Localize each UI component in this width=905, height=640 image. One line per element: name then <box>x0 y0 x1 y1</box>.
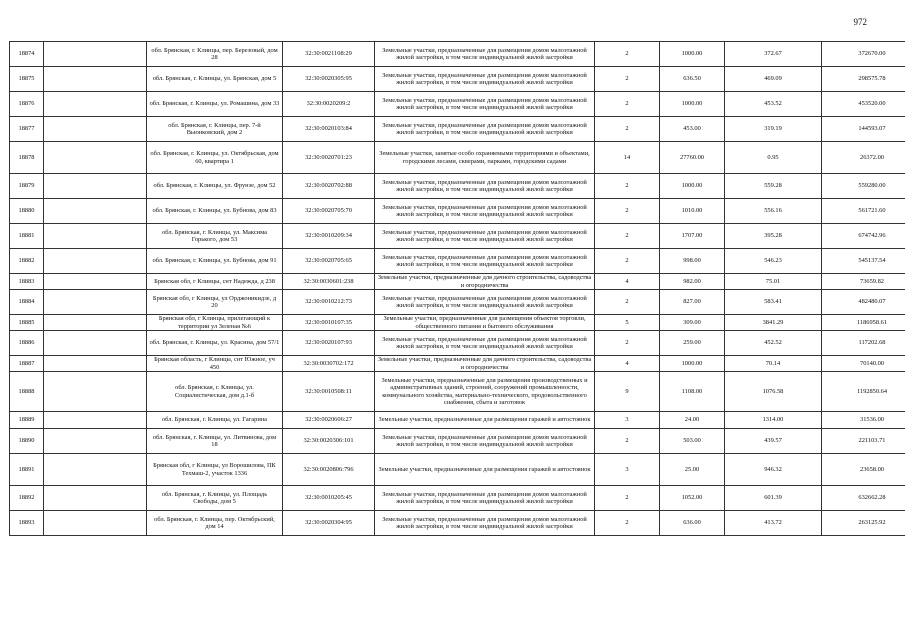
table-body <box>10 42 905 536</box>
cadastral-value-cell: 674742.96 <box>822 224 905 249</box>
empty-cell <box>44 290 147 315</box>
empty-cell <box>44 454 147 486</box>
area-cell: 1000.00 <box>660 356 725 372</box>
use-group-cell: 4 <box>595 274 660 290</box>
table-row <box>10 142 905 174</box>
row-number-cell: 18880 <box>10 199 44 224</box>
row-number-cell: 18878 <box>10 142 44 174</box>
row-number-cell: 18889 <box>10 412 44 429</box>
address-cell: обл. Брянская, г. Клинцы, ул. Красина, дом 57/1 <box>147 331 283 356</box>
land-use-cell: Земельные участки, предназначенные для размещения домов малоэтажной жилой застройки, в том числе индивидуальной жилой застройки <box>375 486 595 511</box>
unit-value-cell: 372.67 <box>725 42 822 67</box>
land-use-cell: Земельные участки, предназначенные для размещения домов малоэтажной жилой застройки, в том числе индивидуальной жилой застройки <box>375 67 595 92</box>
cadastral-value-cell: 632662.28 <box>822 486 905 511</box>
cadastral-number-cell: 32:30:0020806:796 <box>283 454 375 486</box>
empty-cell <box>44 117 147 142</box>
address-cell: Брянская обл, г Клинцы, ул Орджоникидзе, д 20 <box>147 290 283 315</box>
area-cell: 453.00 <box>660 117 725 142</box>
row-number-cell: 18886 <box>10 331 44 356</box>
empty-cell <box>44 199 147 224</box>
row-number-cell: 18890 <box>10 429 44 454</box>
address-cell: обл. Брянская, г. Клинцы, пер. Березовый, дом 28 <box>147 42 283 67</box>
address-cell: обл. Брянская, г. Клинцы, ул. Брянская, дом 5 <box>147 67 283 92</box>
row-number-cell: 18887 <box>10 356 44 372</box>
cadastral-value-cell: 561721.60 <box>822 199 905 224</box>
area-cell: 1000.00 <box>660 92 725 117</box>
row-number-cell: 18877 <box>10 117 44 142</box>
empty-cell <box>44 142 147 174</box>
row-number-cell: 18874 <box>10 42 44 67</box>
cadastral-value-cell: 221103.71 <box>822 429 905 454</box>
land-use-cell: Земельные участки, предназначенные для размещения домов малоэтажной жилой застройки, в том числе индивидуальной жилой застройки <box>375 249 595 274</box>
row-number-cell: 18891 <box>10 454 44 486</box>
cadastral-number-cell: 32:30:0010508:11 <box>283 372 375 412</box>
cadastral-number-cell: 32:30:0020304:95 <box>283 511 375 536</box>
area-cell: 982.00 <box>660 274 725 290</box>
unit-value-cell: 0.95 <box>725 142 822 174</box>
cadastral-value-cell: 453520.00 <box>822 92 905 117</box>
table-row <box>10 249 905 274</box>
table-row <box>10 174 905 199</box>
table-row <box>10 315 905 331</box>
table-row <box>10 92 905 117</box>
table-row <box>10 454 905 486</box>
unit-value-cell: 1076.58 <box>725 372 822 412</box>
area-cell: 827.00 <box>660 290 725 315</box>
row-number-cell: 18876 <box>10 92 44 117</box>
cadastral-value-cell: 298575.78 <box>822 67 905 92</box>
table-row <box>10 372 905 412</box>
use-group-cell: 2 <box>595 331 660 356</box>
cadastral-number-cell: 32:30:0020103:84 <box>283 117 375 142</box>
area-cell: 1010.00 <box>660 199 725 224</box>
address-cell: обл. Брянская, г. Клинцы, пер. 7-й Вьюнковский, дом 2 <box>147 117 283 142</box>
empty-cell <box>44 274 147 290</box>
cadastral-number-cell: 32:30:0020705:65 <box>283 249 375 274</box>
area-cell: 27760.00 <box>660 142 725 174</box>
cadastral-value-cell: 144593.07 <box>822 117 905 142</box>
row-number-cell: 18881 <box>10 224 44 249</box>
use-group-cell: 14 <box>595 142 660 174</box>
land-use-cell: Земельные участки, предназначенные для дачного строительства, садоводства и огородничества <box>375 356 595 372</box>
cadastral-number-cell: 32:30:0020702:88 <box>283 174 375 199</box>
cadastral-value-cell: 73659.82 <box>822 274 905 290</box>
unit-value-cell: 559.28 <box>725 174 822 199</box>
empty-cell <box>44 174 147 199</box>
unit-value-cell: 453.52 <box>725 92 822 117</box>
table-row <box>10 224 905 249</box>
address-cell: Брянская область, г Клинцы, снт Южное, уч 450 <box>147 356 283 372</box>
cadastral-number-cell: 32:30:0010205:45 <box>283 486 375 511</box>
row-number-cell: 18884 <box>10 290 44 315</box>
address-cell: обл. Брянская, г. Клинцы, ул. Социалистическая, дом д.1-б <box>147 372 283 412</box>
area-cell: 636.00 <box>660 511 725 536</box>
unit-value-cell: 395.28 <box>725 224 822 249</box>
land-use-cell: Земельные участки, предназначенные для дачного строительства, садоводства и огородничества <box>375 274 595 290</box>
table-row <box>10 356 905 372</box>
unit-value-cell: 75.01 <box>725 274 822 290</box>
land-use-cell: Земельные участки, предназначенные для размещения домов малоэтажной жилой застройки, в том числе индивидуальной жилой застройки <box>375 174 595 199</box>
use-group-cell: 3 <box>595 412 660 429</box>
land-use-cell: Земельные участки, предназначенные для размещения домов малоэтажной жилой застройки, в том числе индивидуальной жилой застройки <box>375 224 595 249</box>
address-cell: обл. Брянская, г. Клинцы, ул. Площадь Свободы, дом 5 <box>147 486 283 511</box>
use-group-cell: 2 <box>595 429 660 454</box>
table-row <box>10 67 905 92</box>
row-number-cell: 18885 <box>10 315 44 331</box>
cadastral-number-cell: 32:30:0010212:73 <box>283 290 375 315</box>
address-cell: Брянская обл, г Клинцы, прилегающий к территории ул Зеленая №6 <box>147 315 283 331</box>
area-cell: 636.50 <box>660 67 725 92</box>
area-cell: 998.00 <box>660 249 725 274</box>
row-number-cell: 18883 <box>10 274 44 290</box>
cadastral-value-cell: 482480.07 <box>822 290 905 315</box>
land-use-cell: Земельные участки, предназначенные для размещения гаражей и автостоянок <box>375 454 595 486</box>
table-row <box>10 117 905 142</box>
empty-cell <box>44 315 147 331</box>
use-group-cell: 2 <box>595 224 660 249</box>
address-cell: обл. Брянская, г. Клинцы, ул. Бубнова, дом 91 <box>147 249 283 274</box>
unit-value-cell: 601.39 <box>725 486 822 511</box>
address-cell: Брянская обл, г Клинцы, снт Надежда, д 238 <box>147 274 283 290</box>
land-use-cell: Земельные участки, предназначенные для размещения домов малоэтажной жилой застройки, в том числе индивидуальной жилой застройки <box>375 199 595 224</box>
cadastral-value-cell: 23658.00 <box>822 454 905 486</box>
address-cell: обл. Брянская, г. Клинцы, ул. Литвинова, дом 18 <box>147 429 283 454</box>
cadastral-value-cell: 545137.54 <box>822 249 905 274</box>
table-row <box>10 331 905 356</box>
use-group-cell: 2 <box>595 92 660 117</box>
cadastral-number-cell: 32:30:0021108:29 <box>283 42 375 67</box>
area-cell: 1108.00 <box>660 372 725 412</box>
cadastral-number-cell: 32:30:0020701:23 <box>283 142 375 174</box>
area-cell: 1000.00 <box>660 174 725 199</box>
land-use-cell: Земельные участки, предназначенные для размещения домов малоэтажной жилой застройки, в том числе индивидуальной жилой застройки <box>375 117 595 142</box>
empty-cell <box>44 486 147 511</box>
land-use-cell: Земельные участки, предназначенные для размещения домов малоэтажной жилой застройки, в том числе индивидуальной жилой застройки <box>375 290 595 315</box>
use-group-cell: 3 <box>595 454 660 486</box>
cadastral-number-cell: 32:30:0030702:172 <box>283 356 375 372</box>
land-use-cell: Земельные участки, занятые особо охраняемыми территориями и объектами, городскими лесами, скверами, парками, городскими садами <box>375 142 595 174</box>
table-row <box>10 199 905 224</box>
use-group-cell: 2 <box>595 42 660 67</box>
table-row <box>10 274 905 290</box>
cadastral-value-cell: 1186958.61 <box>822 315 905 331</box>
address-cell: обл. Брянская, г. Клинцы, ул. Фрунзе, дом 52 <box>147 174 283 199</box>
cadastral-number-cell: 32:30:0020107:93 <box>283 331 375 356</box>
area-cell: 309.00 <box>660 315 725 331</box>
cadastral-value-cell: 372670.00 <box>822 42 905 67</box>
row-number-cell: 18888 <box>10 372 44 412</box>
land-use-cell: Земельные участки, предназначенные для размещения производственных и административных зданий, строений, сооружений промышленности, коммунального хозяйства, материально-технического, продовольственного снабжения, сбыта и заготовок <box>375 372 595 412</box>
land-use-cell: Земельные участки, предназначенные для размещения домов малоэтажной жилой застройки, в том числе индивидуальной жилой застройки <box>375 42 595 67</box>
area-cell: 1052.00 <box>660 486 725 511</box>
area-cell: 1000.00 <box>660 42 725 67</box>
use-group-cell: 2 <box>595 199 660 224</box>
cadastral-value-cell: 26372.00 <box>822 142 905 174</box>
unit-value-cell: 1314.00 <box>725 412 822 429</box>
row-number-cell: 18882 <box>10 249 44 274</box>
use-group-cell: 2 <box>595 67 660 92</box>
empty-cell <box>44 249 147 274</box>
cadastral-value-cell: 117202.68 <box>822 331 905 356</box>
unit-value-cell: 319.19 <box>725 117 822 142</box>
cadastral-value-cell: 1192850.64 <box>822 372 905 412</box>
unit-value-cell: 556.16 <box>725 199 822 224</box>
use-group-cell: 2 <box>595 486 660 511</box>
empty-cell <box>44 372 147 412</box>
unit-value-cell: 583.41 <box>725 290 822 315</box>
unit-value-cell: 946.32 <box>725 454 822 486</box>
row-number-cell: 18893 <box>10 511 44 536</box>
unit-value-cell: 452.52 <box>725 331 822 356</box>
use-group-cell: 4 <box>595 356 660 372</box>
use-group-cell: 5 <box>595 315 660 331</box>
unit-value-cell: 3841.29 <box>725 315 822 331</box>
empty-cell <box>44 412 147 429</box>
cadastral-number-cell: 32:30:0020705:70 <box>283 199 375 224</box>
cadastral-number-cell: 32:30:0020606:27 <box>283 412 375 429</box>
use-group-cell: 2 <box>595 117 660 142</box>
land-registry-table <box>9 41 905 536</box>
unit-value-cell: 413.72 <box>725 511 822 536</box>
table-row <box>10 290 905 315</box>
address-cell: обл. Брянская, г. Клинцы, ул. Октябрьская, дом 60, квартира 1 <box>147 142 283 174</box>
land-use-cell: Земельные участки, предназначенные для размещения домов малоэтажной жилой застройки, в том числе индивидуальной жилой застройки <box>375 429 595 454</box>
unit-value-cell: 469.09 <box>725 67 822 92</box>
address-cell: обл. Брянская, г. Клинцы, пер. Октябрьский, дом 14 <box>147 511 283 536</box>
row-number-cell: 18875 <box>10 67 44 92</box>
cadastral-value-cell: 263125.92 <box>822 511 905 536</box>
cadastral-number-cell: 32:30:0010209:34 <box>283 224 375 249</box>
use-group-cell: 2 <box>595 249 660 274</box>
table-row <box>10 511 905 536</box>
empty-cell <box>44 67 147 92</box>
land-use-cell: Земельные участки, предназначенные для размещения домов малоэтажной жилой застройки, в том числе индивидуальной жилой застройки <box>375 92 595 117</box>
empty-cell <box>44 356 147 372</box>
table-row <box>10 486 905 511</box>
table-row <box>10 412 905 429</box>
cadastral-number-cell: 32:30:0010107:35 <box>283 315 375 331</box>
address-cell: обл. Брянская, г. Клинцы, ул. Ромашина, дом 33 <box>147 92 283 117</box>
land-use-cell: Земельные участки, предназначенные для размещения гаражей и автостоянок <box>375 412 595 429</box>
row-number-cell: 18892 <box>10 486 44 511</box>
page-number: 972 <box>853 17 867 27</box>
area-cell: 259.00 <box>660 331 725 356</box>
cadastral-value-cell: 31536.00 <box>822 412 905 429</box>
empty-cell <box>44 511 147 536</box>
land-use-cell: Земельные участки, предназначенные для размещения домов малоэтажной жилой застройки, в том числе индивидуальной жилой застройки <box>375 331 595 356</box>
area-cell: 24.00 <box>660 412 725 429</box>
unit-value-cell: 70.14 <box>725 356 822 372</box>
use-group-cell: 2 <box>595 290 660 315</box>
empty-cell <box>44 42 147 67</box>
row-number-cell: 18879 <box>10 174 44 199</box>
area-cell: 1707.00 <box>660 224 725 249</box>
area-cell: 503.00 <box>660 429 725 454</box>
cadastral-value-cell: 70140.00 <box>822 356 905 372</box>
address-cell: Брянская обл, г Клинцы, ул Ворошилова, ПК Техмаш-2, участок 1336 <box>147 454 283 486</box>
use-group-cell: 9 <box>595 372 660 412</box>
empty-cell <box>44 331 147 356</box>
area-cell: 25.00 <box>660 454 725 486</box>
cadastral-value-cell: 559280.00 <box>822 174 905 199</box>
use-group-cell: 2 <box>595 174 660 199</box>
empty-cell <box>44 92 147 117</box>
cadastral-number-cell: 32:30:0020305:95 <box>283 67 375 92</box>
cadastral-number-cell: 32:30:0020306:101 <box>283 429 375 454</box>
unit-value-cell: 439.57 <box>725 429 822 454</box>
cadastral-number-cell: 32:30:0020209:2 <box>283 92 375 117</box>
empty-cell <box>44 224 147 249</box>
table-row <box>10 429 905 454</box>
address-cell: обл. Брянская, г. Клинцы, ул. Максима Горького, дом 53 <box>147 224 283 249</box>
address-cell: обл. Брянская, г. Клинцы, ул. Гагарина <box>147 412 283 429</box>
use-group-cell: 2 <box>595 511 660 536</box>
unit-value-cell: 546.23 <box>725 249 822 274</box>
land-use-cell: Земельные участки, предназначенные для размещения домов малоэтажной жилой застройки, в том числе индивидуальной жилой застройки <box>375 511 595 536</box>
cadastral-number-cell: 32:30:0030601:238 <box>283 274 375 290</box>
empty-cell <box>44 429 147 454</box>
table-row <box>10 42 905 67</box>
address-cell: обл. Брянская, г. Клинцы, ул. Бубнова, дом 83 <box>147 199 283 224</box>
land-use-cell: Земельные участки, предназначенные для размещения объектов торговли, общественного питания и бытового обслуживания <box>375 315 595 331</box>
